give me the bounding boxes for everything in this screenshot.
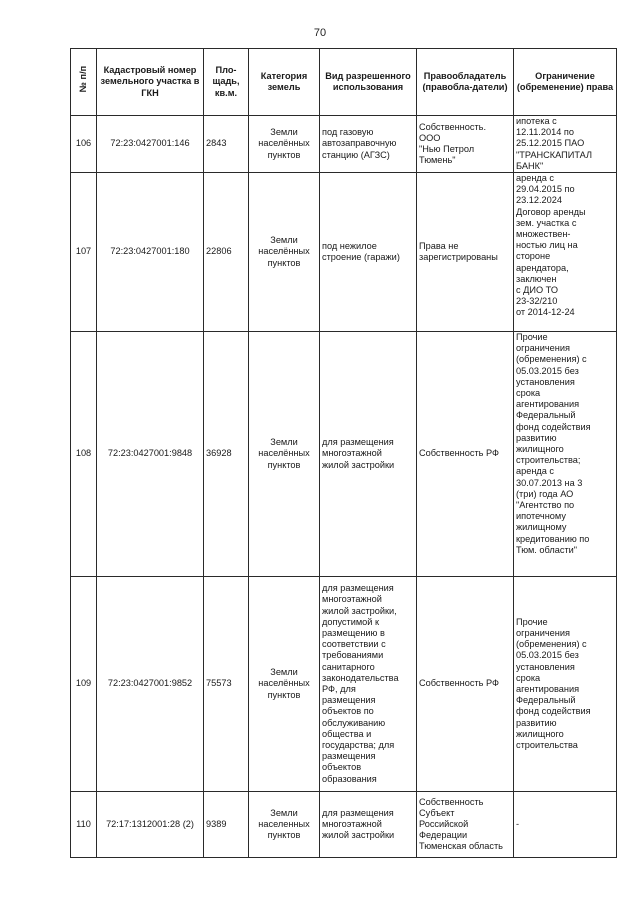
cell-use: для размещения многоэтажной жилой застройки [320, 792, 417, 858]
cell-use: для размещения многоэтажной жилой застройки [320, 332, 417, 577]
cell-area: 22806 [204, 173, 249, 332]
cell-num: 109 [71, 577, 97, 792]
cell-owner: Собственность РФ [417, 332, 514, 577]
cell-restriction: аренда с 29.04.2015 по 23.12.2024 Договор аренды зем. участка с множествен- ностью лиц на стороне арендатора, заключен с ДИО ТО 23-32/210 от 2014-12-24 [514, 173, 617, 332]
cell-category: Земли населённых пунктов [249, 116, 320, 173]
cell-area: 2843 [204, 116, 249, 173]
header-category: Категория земель [249, 49, 320, 116]
cell-category: Земли населенных пунктов [249, 792, 320, 858]
table-row [71, 116, 617, 173]
cell-cadastral: 72:23:0427001:146 [97, 116, 204, 173]
cell-use: под нежилое строение (гаражи) [320, 173, 417, 332]
table-row [71, 792, 617, 858]
cell-restriction: ипотека с 12.11.2014 по 25.12.2015 ПАО "ТРАНСКАПИТАЛ БАНК" [514, 116, 617, 173]
cell-cadastral: 72:23:0427001:180 [97, 173, 204, 332]
table-row [71, 577, 617, 792]
header-num: № п/п [71, 49, 97, 116]
table-row [71, 173, 617, 332]
cell-restriction: Прочие ограничения (обременения) с 05.03.2015 без установления срока агентирования Федеральный фонд содействия развитию жилищного строительства [514, 577, 617, 792]
cell-owner: Права не зарегистрированы [417, 173, 514, 332]
cell-restriction: Прочие ограничения (обременения) с 05.03.2015 без установления срока агентирования Федеральный фонд содействия развитию жилищного строительства; аренда с 30.07.2013 на 3 (три) года АО "Агентство по ипотечному жилищному кредитованию по Тюм. области" [514, 332, 617, 577]
table-header-row [71, 49, 617, 116]
cell-restriction: - [514, 792, 617, 858]
land-plots-table [70, 48, 617, 858]
table-row [71, 332, 617, 577]
cell-num: 110 [71, 792, 97, 858]
cell-cadastral: 72:23:0427001:9848 [97, 332, 204, 577]
cell-category: Земли населённых пунктов [249, 332, 320, 577]
header-area: Пло-щадь, кв.м. [204, 49, 249, 116]
page-number: 70 [313, 27, 327, 39]
cell-area: 75573 [204, 577, 249, 792]
cell-cadastral: 72:17:1312001:28 (2) [97, 792, 204, 858]
header-owner: Правообладатель (правобла-датели) [417, 49, 514, 116]
cell-owner: Собственность. ООО "Нью Петрол Тюмень" [417, 116, 514, 173]
cell-cadastral: 72:23:0427001:9852 [97, 577, 204, 792]
cell-num: 107 [71, 173, 97, 332]
cell-owner: Собственность Субъект Российской Федерации Тюменская область [417, 792, 514, 858]
header-restriction: Ограничение (обременение) права [514, 49, 617, 116]
cell-use: под газовую автозаправочную станцию (АГЗС) [320, 116, 417, 173]
cell-area: 36928 [204, 332, 249, 577]
cell-owner: Собственность РФ [417, 577, 514, 792]
cell-num: 108 [71, 332, 97, 577]
cell-category: Земли населённых пунктов [249, 577, 320, 792]
header-cadastral: Кадастровый номер земельного участка в ГКН [97, 49, 204, 116]
cell-use: для размещения многоэтажной жилой застройки, допустимой к размещению в соответствии с требованиями санитарного законодательства РФ, для размещения объектов по обслуживанию общества и государства; для размещения объектов образования [320, 577, 417, 792]
cell-category: Земли населённых пунктов [249, 173, 320, 332]
cell-area: 9389 [204, 792, 249, 858]
cell-num: 106 [71, 116, 97, 173]
header-use: Вид разрешенного использования [320, 49, 417, 116]
